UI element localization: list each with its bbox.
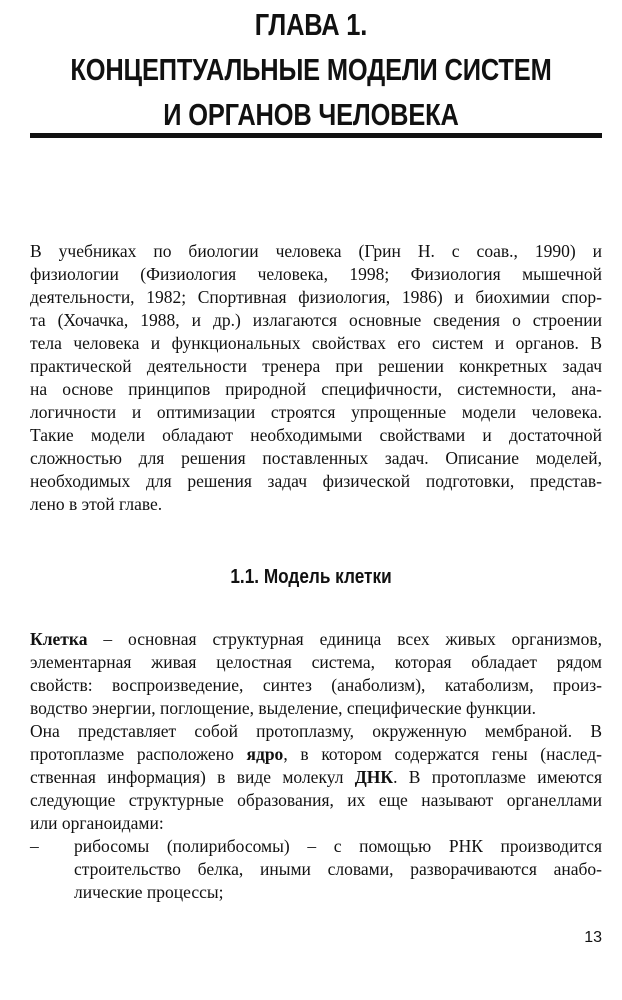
text-run: ственная информация) в виде молекул	[30, 767, 355, 787]
nucleus-term: ядро	[246, 744, 284, 764]
intro-line: физиологии (Физиология человека, 1998; Физиология мышечной	[30, 264, 602, 284]
intro-line: лено в этой главе.	[30, 494, 163, 514]
intro-line: Такие модели обладают необходимыми свойствами и достаточной	[30, 425, 602, 445]
intro-line: логичности и оптимизации строятся упрощенные модели человека.	[30, 402, 602, 422]
cell-definition-line: водство энергии, поглощение, выделение, специфические функции.	[30, 698, 536, 718]
chapter-heading	[56, 2, 566, 137]
text-run: протоплазме расположено	[30, 744, 247, 764]
list-line: лические процессы;	[74, 882, 224, 902]
intro-line: практической деятельности тренера при решении конкретных задач	[30, 356, 602, 376]
intro-line: деятельности, 1982; Спортивная физиология, 1986) и биохимии спор-	[30, 287, 602, 307]
cell-paragraph-line	[30, 766, 602, 789]
text-run: , в котором содержатся гены (наслед-	[283, 744, 602, 764]
list-item-ribosomes	[30, 835, 602, 904]
chapter-title-line-1: КОНЦЕПТУАЛЬНЫЕ МОДЕЛИ СИСТЕМ	[70, 52, 552, 87]
cell-term: Клетка	[30, 629, 88, 649]
cell-paragraph-line: или органоидами:	[30, 813, 164, 833]
cell-paragraph-line	[30, 743, 602, 766]
intro-line: В учебниках по биологии человека (Грин Н. с соав., 1990) и	[30, 241, 602, 261]
intro-line: тела человека и функциональных свойствах его систем и органов. В	[30, 333, 602, 353]
heading-rule	[30, 133, 602, 138]
intro-line: необходимых для решения задач физической подготовки, представ-	[30, 471, 602, 491]
cell-definition-line: элементарная живая целостная система, которая обладает рядом	[30, 652, 602, 672]
intro-line: на основе принципов природной специфичности, системности, ана-	[30, 379, 602, 399]
cell-definition-line: свойств: воспроизведение, синтез (анаболизм), катаболизм, произ-	[30, 675, 602, 695]
cell-paragraph-line: следующие структурные образования, их еще называют органеллами	[30, 790, 602, 810]
cell-paragraph-line: Она представляет собой протоплазму, окруженную мембраной. В	[30, 721, 602, 741]
list-line: рибосомы (полирибосомы) – с помощью РНК производится	[74, 836, 602, 856]
cell-section-text	[30, 628, 602, 904]
cell-definition-text: – основная структурная единица всех живых организмов,	[87, 629, 602, 649]
intro-line: та (Хочачка, 1988, и др.) излагаются основные сведения о строении	[30, 310, 602, 330]
chapter-title-line-2: И ОРГАНОВ ЧЕЛОВЕКА	[163, 97, 459, 132]
chapter-number: ГЛАВА 1.	[254, 7, 368, 42]
list-dash: –	[30, 836, 39, 856]
page-number: 13	[584, 929, 602, 946]
list-line: строительство белка, иными словами, разворачиваются анабо-	[74, 859, 602, 879]
section-heading: 1.1. Модель клетки	[230, 566, 392, 588]
dna-term: ДНК	[354, 767, 394, 787]
intro-line: сложностью для решения поставленных задач. Описание моделей,	[30, 448, 602, 468]
text-run: . В протоплазме имеются	[393, 767, 602, 787]
intro-paragraph	[30, 240, 602, 516]
cell-definition-line	[30, 628, 602, 651]
